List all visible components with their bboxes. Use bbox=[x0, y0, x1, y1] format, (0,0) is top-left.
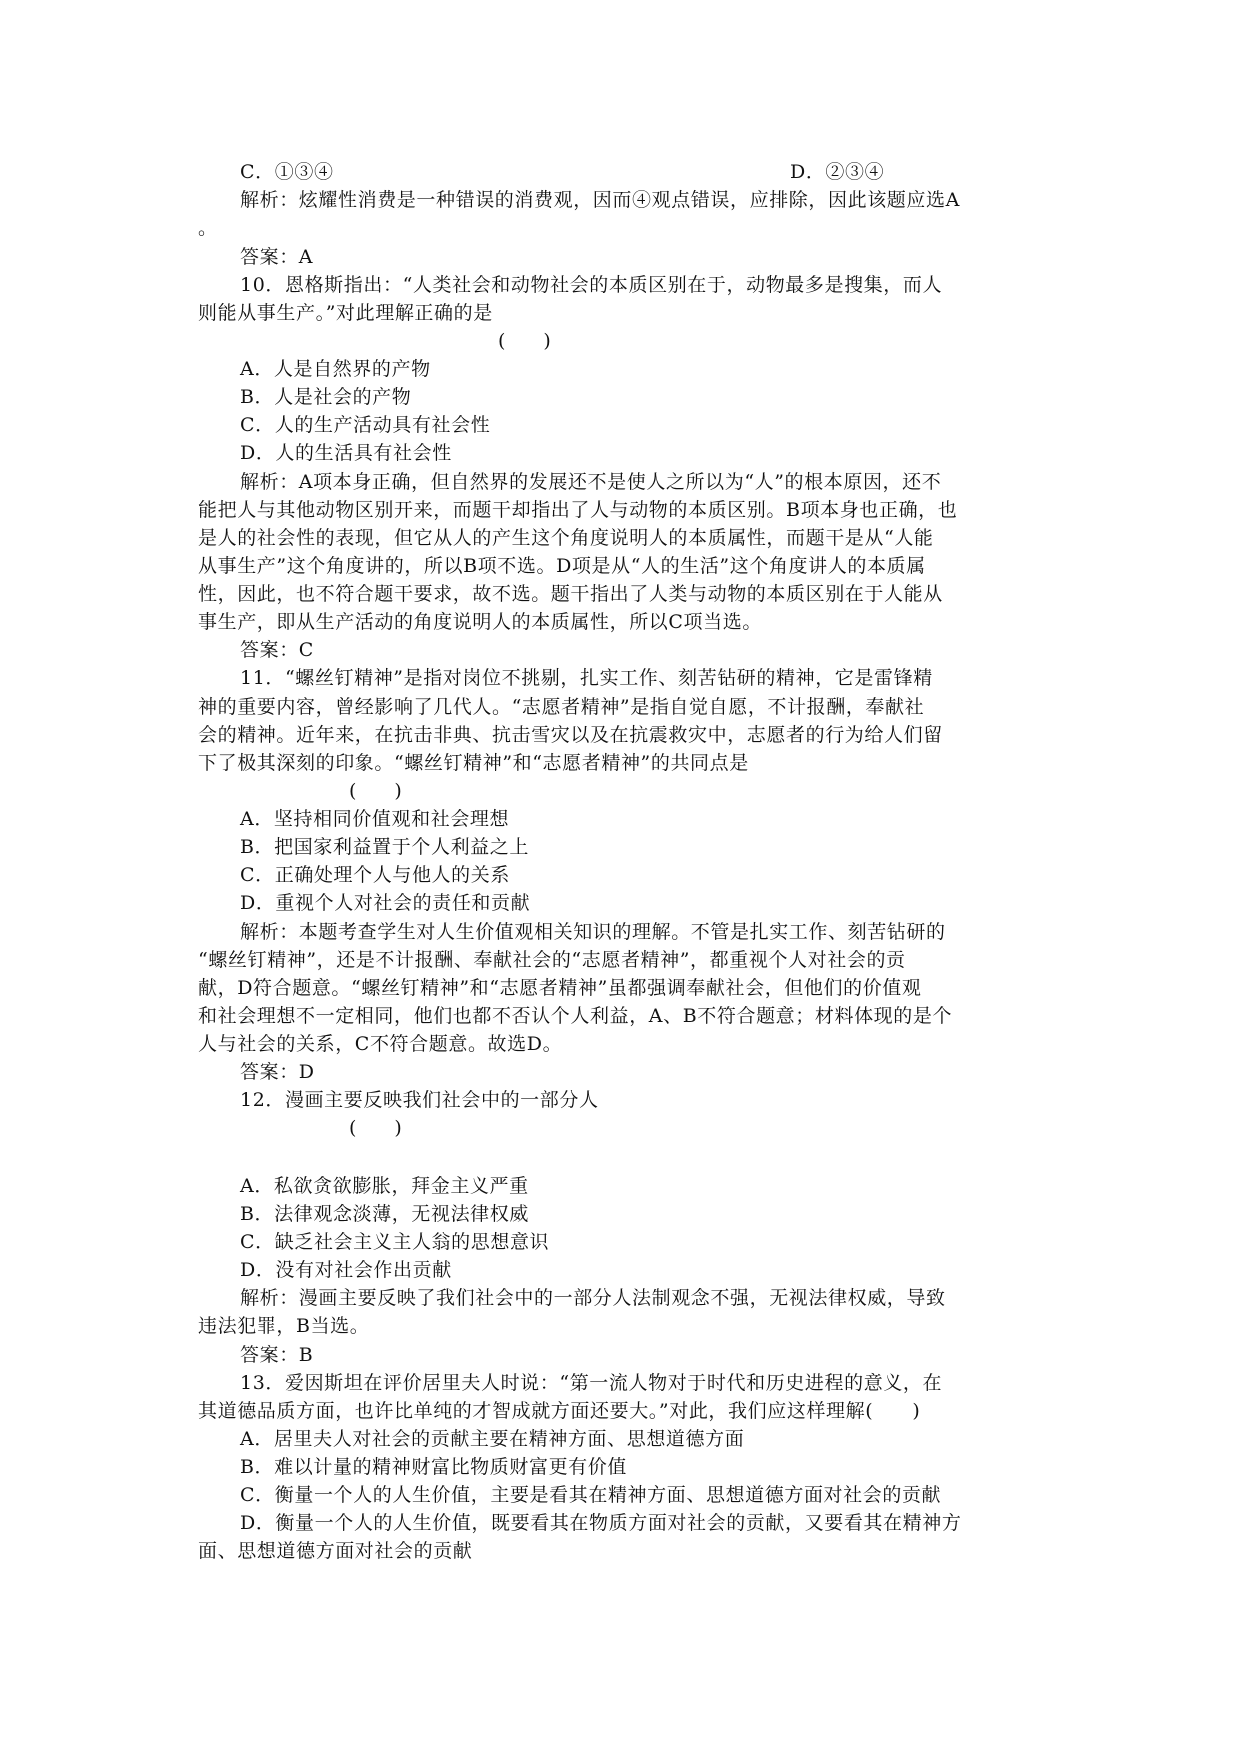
q13-option: B．难以计量的精神财富比物质财富更有价值 bbox=[240, 1456, 627, 1478]
q12-analysis-line: 违法犯罪，B当选。 bbox=[198, 1315, 370, 1337]
q10-answer-blank: ( ) bbox=[498, 330, 551, 352]
q11-option: B．把国家利益置于个人利益之上 bbox=[240, 836, 529, 858]
q11-stem-line: 会的精神。近年来，在抗击非典、抗击雪灾以及在抗震救灾中，志愿者的行为给人们留 bbox=[198, 724, 943, 746]
q11-stem-line: 11．“螺丝钉精神”是指对岗位不挑剔，扎实工作、刻苦钻研的精神，它是雷锋精 bbox=[240, 667, 933, 689]
q11-analysis-line: 和社会理想不一定相同，他们也都不否认个人利益，A、B不符合题意；材料体现的是个 bbox=[198, 1005, 953, 1027]
q10-answer: 答案：C bbox=[240, 639, 314, 661]
q12-option: B．法律观念淡薄，无视法律权威 bbox=[240, 1203, 529, 1225]
q11-analysis-line: 人与社会的关系，C不符合题意。故选D。 bbox=[198, 1033, 563, 1055]
q9-analysis-line: 。 bbox=[198, 217, 218, 239]
q10-stem-line: 则能从事生产。”对此理解正确的是 bbox=[198, 302, 493, 324]
q12-stem: 12．漫画主要反映我们社会中的一部分人 bbox=[240, 1089, 599, 1111]
q12-answer: 答案：B bbox=[240, 1344, 314, 1366]
q12-option: A．私欲贪欲膨胀，拜金主义严重 bbox=[240, 1175, 529, 1197]
q10-analysis-line: 是人的社会性的表现，但它从人的产生这个角度说明人的本质属性，而题干是从“人能 bbox=[198, 527, 934, 549]
q11-answer-blank: ( ) bbox=[349, 780, 402, 802]
q10-analysis-line: 从事生产”这个角度讲的，所以B项不选。D项是从“人的生活”这个角度讲人的本质属 bbox=[198, 555, 926, 577]
q13-option: A．居里夫人对社会的贡献主要在精神方面、思想道德方面 bbox=[240, 1428, 745, 1450]
q13-option: C．衡量一个人的人生价值，主要是看其在精神方面、思想道德方面对社会的贡献 bbox=[240, 1484, 942, 1506]
q11-analysis-line: 解析：本题考查学生对人生价值观相关知识的理解。不管是扎实工作、刻苦钻研的 bbox=[240, 921, 946, 943]
q12-option: D．没有对社会作出贡献 bbox=[240, 1259, 452, 1281]
q11-answer: 答案：D bbox=[240, 1061, 315, 1083]
q10-option: C．人的生产活动具有社会性 bbox=[240, 414, 491, 436]
q12-analysis-line: 解析：漫画主要反映了我们社会中的一部分人法制观念不强，无视法律权威，导致 bbox=[240, 1287, 946, 1309]
q10-option: B．人是社会的产物 bbox=[240, 386, 412, 408]
q10-analysis-line: 能把人与其他动物区别开来，而题干却指出了人与动物的本质区别。B项本身也正确，也 bbox=[198, 499, 958, 521]
q9-answer: 答案：A bbox=[240, 246, 314, 268]
q13-option-continuation: 面、思想道德方面对社会的贡献 bbox=[198, 1540, 473, 1562]
q10-option: D．人的生活具有社会性 bbox=[240, 442, 452, 464]
q11-option: C．正确处理个人与他人的关系 bbox=[240, 864, 510, 886]
q10-analysis-line: 事生产，即从生产活动的角度说明人的本质属性，所以C项当选。 bbox=[198, 611, 762, 633]
q13-stem-line: 13．爱因斯坦在评价居里夫人时说：“第一流人物对于时代和历史进程的意义，在 bbox=[240, 1372, 943, 1394]
q13-option: D．衡量一个人的人生价值，既要看其在物质方面对社会的贡献，又要看其在精神方 bbox=[240, 1512, 962, 1534]
q9-option-d: D．②③④ bbox=[790, 161, 885, 183]
q10-analysis-line: 解析：A项本身正确，但自然界的发展还不是使人之所以为“人”的根本原因，还不 bbox=[240, 471, 942, 493]
q11-stem-line: 神的重要内容，曾经影响了几代人。“志愿者精神”是指自觉自愿，不计报酬，奉献社 bbox=[198, 696, 925, 718]
q12-option: C．缺乏社会主义主人翁的思想意识 bbox=[240, 1231, 550, 1253]
q11-analysis-line: 献，D符合题意。“螺丝钉精神”和“志愿者精神”虽都强调奉献社会，但他们的价值观 bbox=[198, 977, 922, 999]
q11-analysis-line: “螺丝钉精神”，还是不计报酬、奉献社会的“志愿者精神”，都重视个人对社会的贡 bbox=[198, 949, 906, 971]
q12-answer-blank: ( ) bbox=[349, 1117, 402, 1139]
q10-analysis-line: 性，因此，也不符合题干要求，故不选。题干指出了人类与动物的本质区别在于人能从 bbox=[198, 583, 943, 605]
q11-option: D．重视个人对社会的责任和贡献 bbox=[240, 892, 531, 914]
q10-option: A．人是自然界的产物 bbox=[240, 358, 431, 380]
q11-option: A．坚持相同价值观和社会理想 bbox=[240, 808, 510, 830]
q9-option-c: C．①③④ bbox=[240, 161, 334, 183]
q10-stem-line: 10．恩格斯指出：“人类社会和动物社会的本质区别在于，动物最多是搜集，而人 bbox=[240, 274, 943, 296]
q9-analysis-line: 解析：炫耀性消费是一种错误的消费观，因而④观点错误，应排除，因此该题应选A bbox=[240, 189, 960, 211]
q13-stem-line: 其道德品质方面，也许比单纯的才智成就方面还要大。”对此，我们应这样理解( ) bbox=[198, 1400, 921, 1422]
q11-stem-line: 下了极其深刻的印象。“螺丝钉精神”和“志愿者精神”的共同点是 bbox=[198, 752, 749, 774]
